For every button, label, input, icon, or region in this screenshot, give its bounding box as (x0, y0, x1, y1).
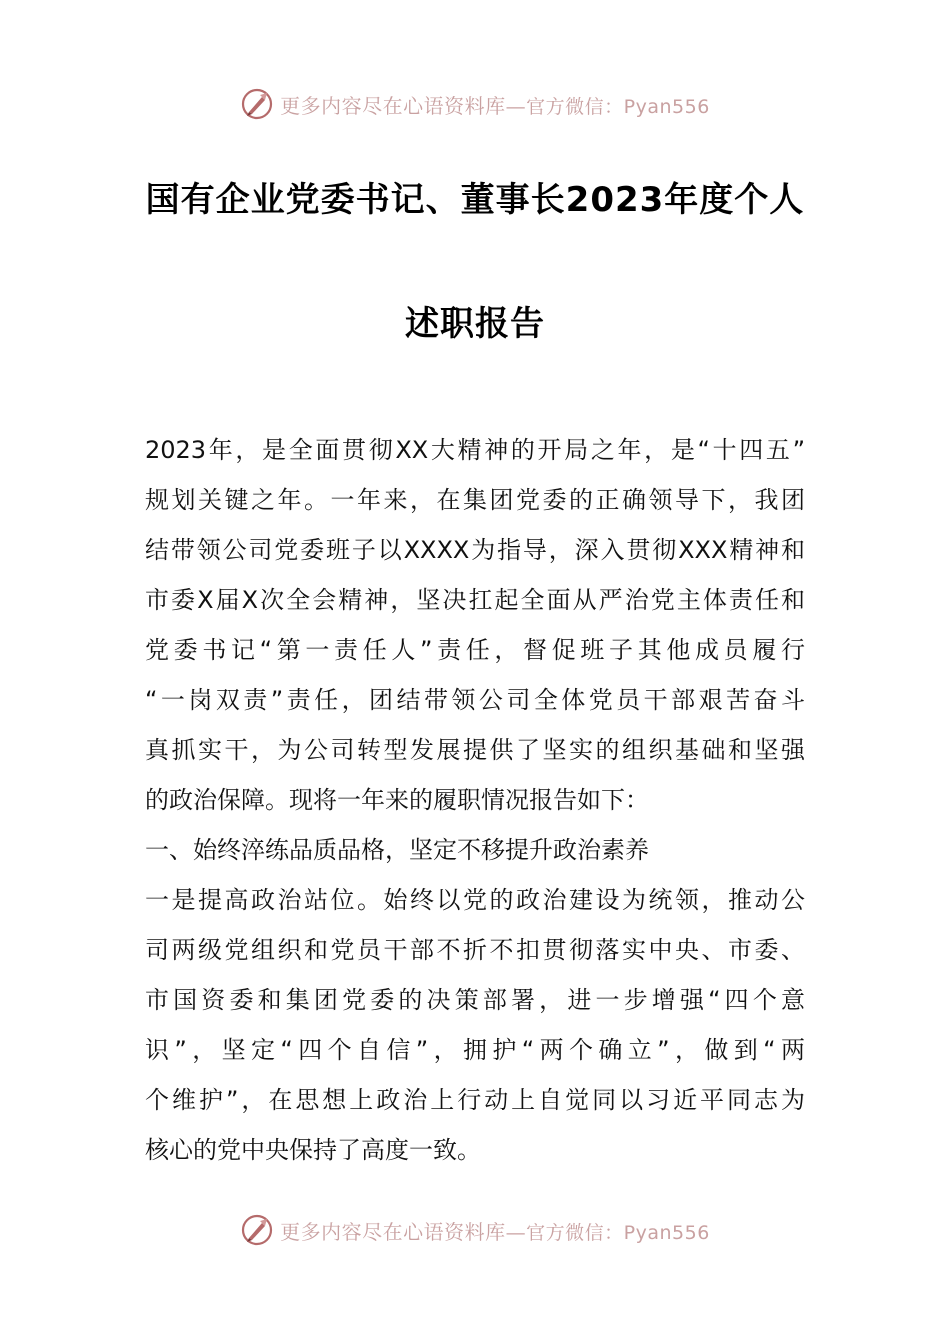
body-line: 一是提高政治站位。始终以党的政治建设为统领，推动公 (145, 886, 805, 914)
document-title-line2: 述职报告 (405, 304, 545, 344)
body-line: 的政治保障。现将一年来的履职情况报告如下： (145, 786, 649, 814)
watermark-dash: — (505, 1219, 527, 1244)
section-heading: 一、始终淬练品质品格，坚定不移提升政治素养 (145, 836, 649, 864)
watermark-main: 更多内容尽在心语资料库 (280, 1219, 506, 1244)
body-line: 核心的党中央保持了高度一致。 (145, 1136, 481, 1164)
body-line: 2023年，是全面贯彻XX大精神的开局之年，是“十四五” (145, 436, 805, 464)
watermark-text (280, 1216, 710, 1245)
body-line: 市国资委和集团党委的决策部署，进一步增强“四个意 (145, 986, 805, 1014)
watermark-banner-bottom (0, 1210, 950, 1250)
body-line: “一岗双责”责任，团结带领公司全体党员干部艰苦奋斗 (145, 686, 805, 714)
body-line: 市委X届X次全会精神，坚决扛起全面从严治党主体责任和 (145, 586, 805, 614)
watermark-banner-top (0, 84, 950, 124)
body-line: 个维护”，在思想上政治上行动上自觉同以习近平同志为 (145, 1086, 805, 1114)
watermark-main: 更多内容尽在心语资料库 (280, 93, 506, 118)
document-title-line1: 国有企业党委书记、董事长2023年度个人 (145, 180, 805, 220)
body-line: 真抓实干，为公司转型发展提供了坚实的组织基础和坚强 (145, 736, 805, 764)
watermark-text (280, 90, 710, 119)
body-line: 结带领公司党委班子以XXXX为指导，深入贯彻XXX精神和 (145, 536, 805, 564)
watermark-wechat: 官方微信：Pyan556 (526, 95, 710, 118)
body-line: 规划关键之年。一年来，在集团党委的正确领导下，我团 (145, 486, 805, 514)
watermark-wechat: 官方微信：Pyan556 (526, 1221, 710, 1244)
body-line: 司两级党组织和党员干部不折不扣贯彻落实中央、市委、 (145, 936, 805, 964)
pen-circle-logo-icon (240, 87, 274, 121)
body-line: 党委书记“第一责任人”责任，督促班子其他成员履行 (145, 636, 805, 664)
body-line: 识”，坚定“四个自信”，拥护“两个确立”，做到“两 (145, 1036, 805, 1064)
watermark-dash: — (505, 93, 527, 118)
pen-circle-logo-icon (240, 1213, 274, 1247)
